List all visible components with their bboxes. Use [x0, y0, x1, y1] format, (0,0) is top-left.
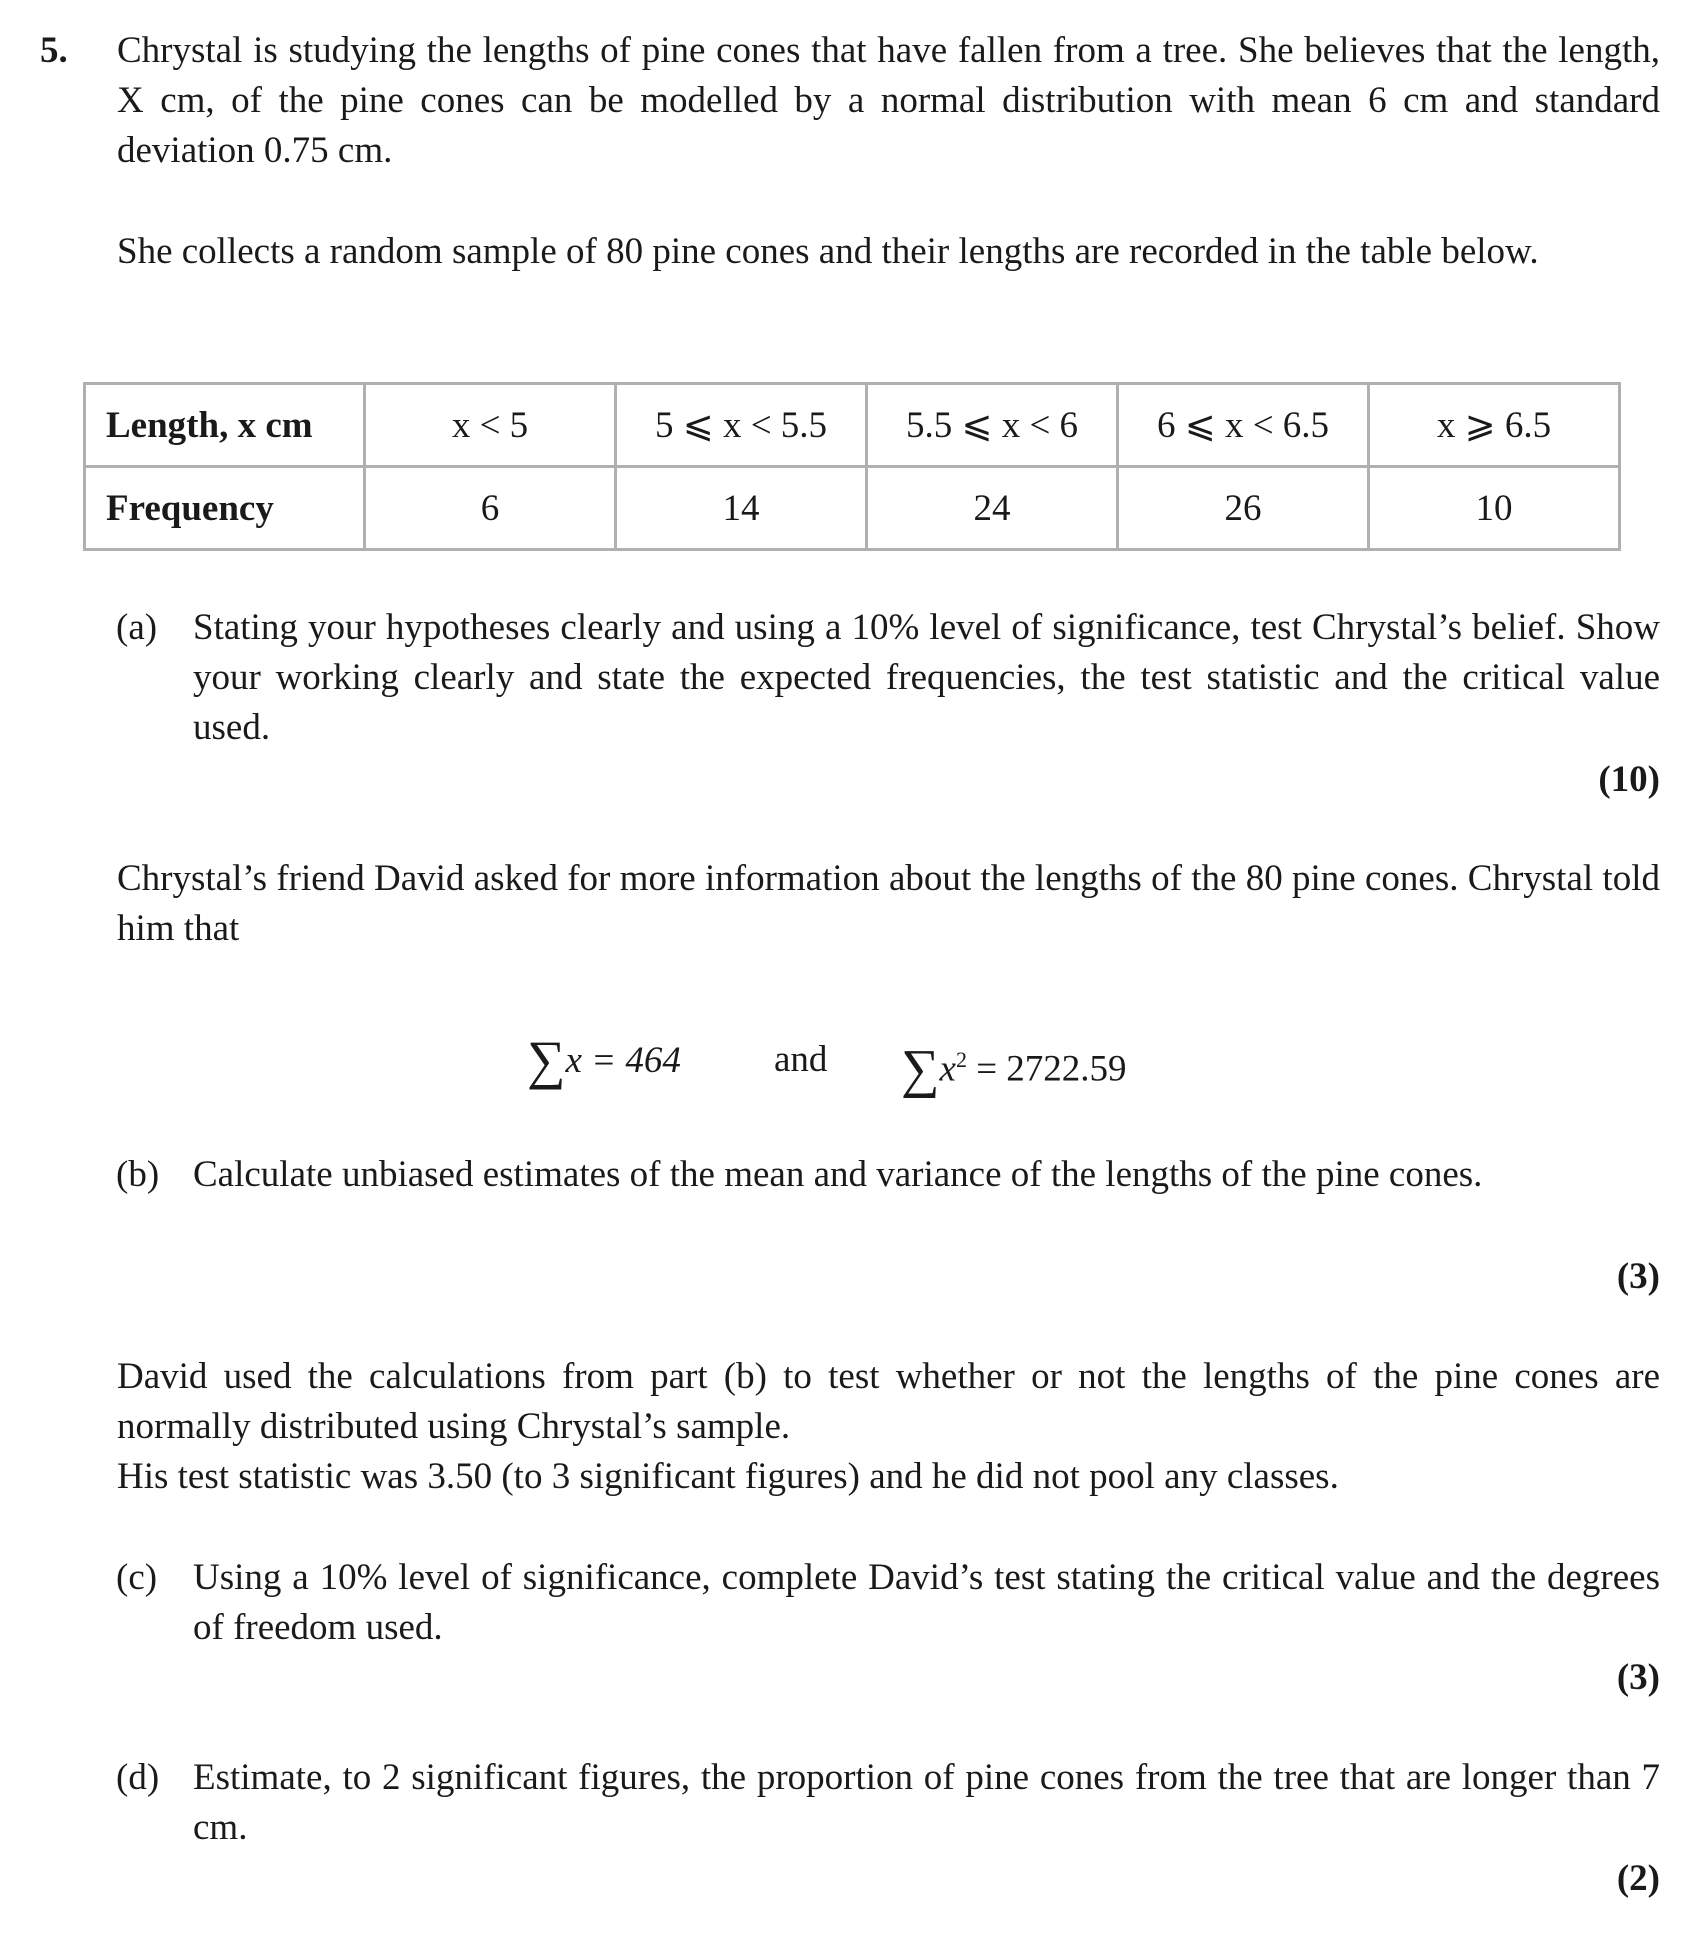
- sum-x2-formula: [901, 1035, 1127, 1099]
- part-c-text: Using a 10% level of significance, complete David’s test stating the critical value and the degrees of freedom used.: [193, 1557, 1660, 1648]
- part-c-label: (c): [116, 1557, 158, 1598]
- david-test-statistic: His test statistic was 3.50 (to 3 significant figures) and he did not pool any classes.: [117, 1456, 1339, 1497]
- part-d-text: Estimate, to 2 significant figures, the proportion of pine cones from the tree that are longer than 7 cm.: [193, 1757, 1660, 1848]
- row-header-frequency: Frequency: [85, 467, 365, 550]
- interval-cell: 6 ⩽ x < 6.5: [1118, 384, 1369, 467]
- sum-x2-value: = 2722.59: [966, 1048, 1127, 1090]
- frequency-cell: 14: [616, 467, 867, 550]
- sigma-symbol: ∑: [901, 1038, 940, 1099]
- sum-x-text: x = 464: [565, 1040, 681, 1081]
- part-b-marks: (3): [1616, 1256, 1660, 1297]
- part-b-text: Calculate unbiased estimates of the mean and variance of the lengths of the pine cones.: [193, 1154, 1483, 1195]
- david-test-text: David used the calculations from part (b) to test whether or not the lengths of the pine cones are normally distributed using Chrystal’s sample.: [117, 1356, 1660, 1447]
- row-header-length: Length, x cm: [85, 384, 365, 467]
- part-c-marks: (3): [1616, 1657, 1660, 1698]
- part-d-marks: (2): [1616, 1858, 1660, 1899]
- frequency-cell: 6: [365, 467, 616, 550]
- interval-cell: x < 5: [365, 384, 616, 467]
- frequency-cell: 24: [867, 467, 1118, 550]
- sigma-symbol: ∑: [527, 1030, 566, 1090]
- question-intro: Chrystal is studying the lengths of pine cones that have fallen from a tree. She believes that the length, X cm, of the pine cones can be modelled by a normal distribution with mean 6 cm and standard deviation 0.75 cm.: [117, 30, 1660, 171]
- interval-cell: x ⩾ 6.5: [1369, 384, 1620, 467]
- part-a-label: (a): [116, 607, 158, 648]
- frequency-table: [83, 382, 1621, 551]
- table-row-frequency: [85, 467, 1620, 550]
- exponent: 2: [955, 1047, 967, 1072]
- interval-cell: 5 ⩽ x < 5.5: [616, 384, 867, 467]
- part-d-label: (d): [116, 1757, 160, 1798]
- part-a-text: Stating your hypotheses clearly and using a 10% level of significance, test Chrystal’s belief. Show your working clearly and state the expected frequencies, the test statistic and the critical value used.: [193, 607, 1660, 748]
- table-row-length: [85, 384, 1620, 467]
- frequency-cell: 26: [1118, 467, 1369, 550]
- question-number: 5.: [40, 30, 68, 71]
- interval-cell: 5.5 ⩽ x < 6: [867, 384, 1118, 467]
- x-variable: x: [939, 1048, 956, 1090]
- sum-x-formula: [527, 1030, 681, 1090]
- part-a-marks: (10): [1598, 759, 1660, 800]
- question-table-intro: She collects a random sample of 80 pine cones and their lengths are recorded in the table below.: [117, 231, 1539, 272]
- and-text: and: [774, 1039, 828, 1080]
- part-b-label: (b): [116, 1154, 160, 1195]
- frequency-cell: 10: [1369, 467, 1620, 550]
- david-intro: Chrystal’s friend David asked for more information about the lengths of the 80 pine cones. Chrystal told him that: [117, 858, 1660, 949]
